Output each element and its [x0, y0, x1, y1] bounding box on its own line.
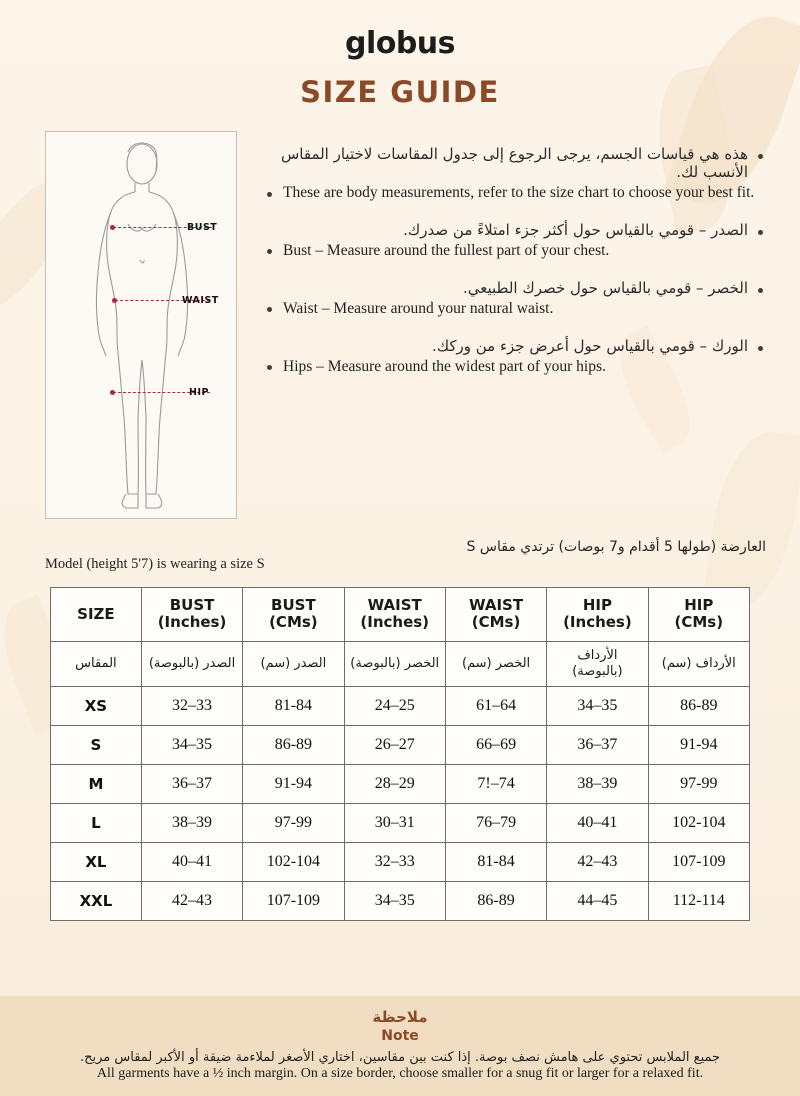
cell-hip-inches: 36–37 — [547, 726, 648, 765]
cell-waist-inches: 26–27 — [344, 726, 445, 765]
header-line1: WAIST — [469, 596, 524, 614]
cell-bust-inches: 38–39 — [141, 804, 242, 843]
header-line1: HIP — [582, 596, 612, 614]
cell-size: XS — [51, 687, 142, 726]
top-section — [0, 131, 800, 519]
size-chart-table — [50, 587, 750, 921]
cell-hip-inches: 40–41 — [547, 804, 648, 843]
header-waist-cms — [445, 588, 546, 642]
cell-hip-cms: 97-99 — [648, 765, 749, 804]
cell-size: S — [51, 726, 142, 765]
instructions-list — [265, 131, 766, 519]
cell-size: M — [51, 765, 142, 804]
hip-label: HIP — [189, 387, 209, 398]
header-size-line1: SIZE — [77, 604, 115, 623]
instruction-block — [265, 145, 766, 204]
cell-waist-cms: 7!–74 — [445, 765, 546, 804]
table-row — [51, 843, 750, 882]
cell-waist-cms: 81-84 — [445, 843, 546, 882]
cell-waist-cms: 66–69 — [445, 726, 546, 765]
table-header-row-en — [51, 588, 750, 642]
cell-hip-cms: 112-114 — [648, 882, 749, 921]
brand-logo: globus — [344, 26, 456, 61]
header-ar-hip-inches: الأرداف (بالبوصة) — [547, 641, 648, 687]
table-row — [51, 804, 750, 843]
size-chart-wrapper — [0, 573, 800, 921]
waist-label: WAIST — [182, 295, 219, 306]
cell-size: L — [51, 804, 142, 843]
cell-waist-inches: 34–35 — [344, 882, 445, 921]
cell-waist-cms: 76–79 — [445, 804, 546, 843]
header-ar-waist-cms: الخصر (سم) — [445, 641, 546, 687]
cell-hip-inches: 38–39 — [547, 765, 648, 804]
header-bust-cms — [243, 588, 344, 642]
cell-bust-cms: 81-84 — [243, 687, 344, 726]
table-row — [51, 765, 750, 804]
cell-hip-cms: 102-104 — [648, 804, 749, 843]
table-row — [51, 882, 750, 921]
bust-label: BUST — [187, 222, 218, 233]
model-caption — [0, 531, 800, 573]
cell-size: XXL — [51, 882, 142, 921]
header-ar-waist-inches: الخصر (بالبوصة) — [344, 641, 445, 687]
instruction-ar: الورك – قومي بالقياس حول أعرض جزء من وركك. — [265, 337, 766, 355]
instruction-block — [265, 279, 766, 320]
table-row — [51, 726, 750, 765]
cell-bust-inches: 32–33 — [141, 687, 242, 726]
cell-waist-inches: 32–33 — [344, 843, 445, 882]
model-caption-en: Model (height 5'7) is wearing a size S — [45, 556, 265, 572]
instruction-en: Bust – Measure around the fullest part of your chest. — [265, 241, 766, 262]
cell-bust-inches: 34–35 — [141, 726, 242, 765]
note-title-en: Note — [381, 1028, 419, 1044]
header-ar-bust-inches: الصدر (بالبوصة) — [141, 641, 242, 687]
header-line1: WAIST — [367, 596, 422, 614]
instruction-en: Hips – Measure around the widest part of your hips. — [265, 357, 766, 378]
cell-hip-inches: 44–45 — [547, 882, 648, 921]
cell-bust-cms: 86-89 — [243, 726, 344, 765]
instruction-block — [265, 221, 766, 262]
instruction-ar: الصدر – قومي بالقياس حول أكثر جزء امتلاءً من صدرك. — [265, 221, 766, 239]
instruction-en: Waist – Measure around your natural waist. — [265, 299, 766, 320]
table-header-row-ar — [51, 641, 750, 687]
cell-bust-cms: 97-99 — [243, 804, 344, 843]
header-size — [51, 588, 142, 642]
header-line2: (CMs) — [471, 613, 521, 632]
cell-hip-cms: 107-109 — [648, 843, 749, 882]
instruction-block — [265, 337, 766, 378]
cell-bust-cms: 91-94 — [243, 765, 344, 804]
header-line1: BUST — [169, 596, 215, 614]
header-line2: (Inches) — [563, 613, 632, 632]
cell-waist-inches: 30–31 — [344, 804, 445, 843]
header-ar-hip-cms: الأرداف (سم) — [648, 641, 749, 687]
cell-hip-cms: 91-94 — [648, 726, 749, 765]
header-ar-bust-cms: الصدر (سم) — [243, 641, 344, 687]
note-text-ar: جميع الملابس تحتوي على هامش نصف بوصة. إذا كنت بين مقاسين، اختاري الأصغر لملاءمة ضيقة أو الأكبر لمقاس مريح. — [79, 1050, 721, 1065]
header-hip-inches — [547, 588, 648, 642]
header-line1: HIP — [684, 596, 714, 614]
cell-bust-cms: 107-109 — [243, 882, 344, 921]
cell-bust-inches: 36–37 — [141, 765, 242, 804]
instruction-en: These are body measurements, refer to the size chart to choose your best fit. — [265, 183, 766, 204]
cell-waist-inches: 28–29 — [344, 765, 445, 804]
model-figure — [45, 131, 237, 519]
header-line2: (Inches) — [360, 613, 430, 632]
instruction-ar: هذه هي قياسات الجسم، يرجى الرجوع إلى جدول المقاسات لاختيار المقاس الأنسب لك. — [265, 145, 766, 181]
cell-bust-inches: 42–43 — [141, 882, 242, 921]
page-title: SIZE GUIDE — [300, 75, 500, 109]
model-caption-ar: العارضة (طولها 5 أقدام و7 بوصات) ترتدي مقاس S — [466, 539, 766, 555]
header-line2: (Inches) — [157, 613, 227, 632]
cell-hip-cms: 86-89 — [648, 687, 749, 726]
header-line1: BUST — [271, 596, 316, 614]
header-hip-cms — [648, 588, 749, 642]
header-bust-inches — [141, 588, 242, 642]
cell-size: XL — [51, 843, 142, 882]
note-text-en: All garments have a ½ inch margin. On a size border, choose smaller for a snug fit or larger for a relaxed fit. — [96, 1066, 704, 1081]
cell-waist-cms: 61–64 — [445, 687, 546, 726]
cell-hip-inches: 42–43 — [547, 843, 648, 882]
cell-bust-cms: 102-104 — [243, 843, 344, 882]
header-line2: (CMs) — [674, 613, 724, 632]
cell-waist-cms: 86-89 — [445, 882, 546, 921]
female-body-silhouette-icon — [46, 132, 238, 520]
table-row — [51, 687, 750, 726]
cell-hip-inches: 34–35 — [547, 687, 648, 726]
header-ar-size: المقاس — [51, 641, 142, 687]
cell-waist-inches: 24–25 — [344, 687, 445, 726]
header-waist-inches — [344, 588, 445, 642]
cell-bust-inches: 40–41 — [141, 843, 242, 882]
header-line2: (CMs) — [269, 613, 318, 632]
note-title-ar: ملاحظة — [372, 1008, 428, 1026]
note-footer — [0, 996, 800, 1096]
instruction-ar: الخصر – قومي بالقياس حول خصرك الطبيعي. — [265, 279, 766, 297]
